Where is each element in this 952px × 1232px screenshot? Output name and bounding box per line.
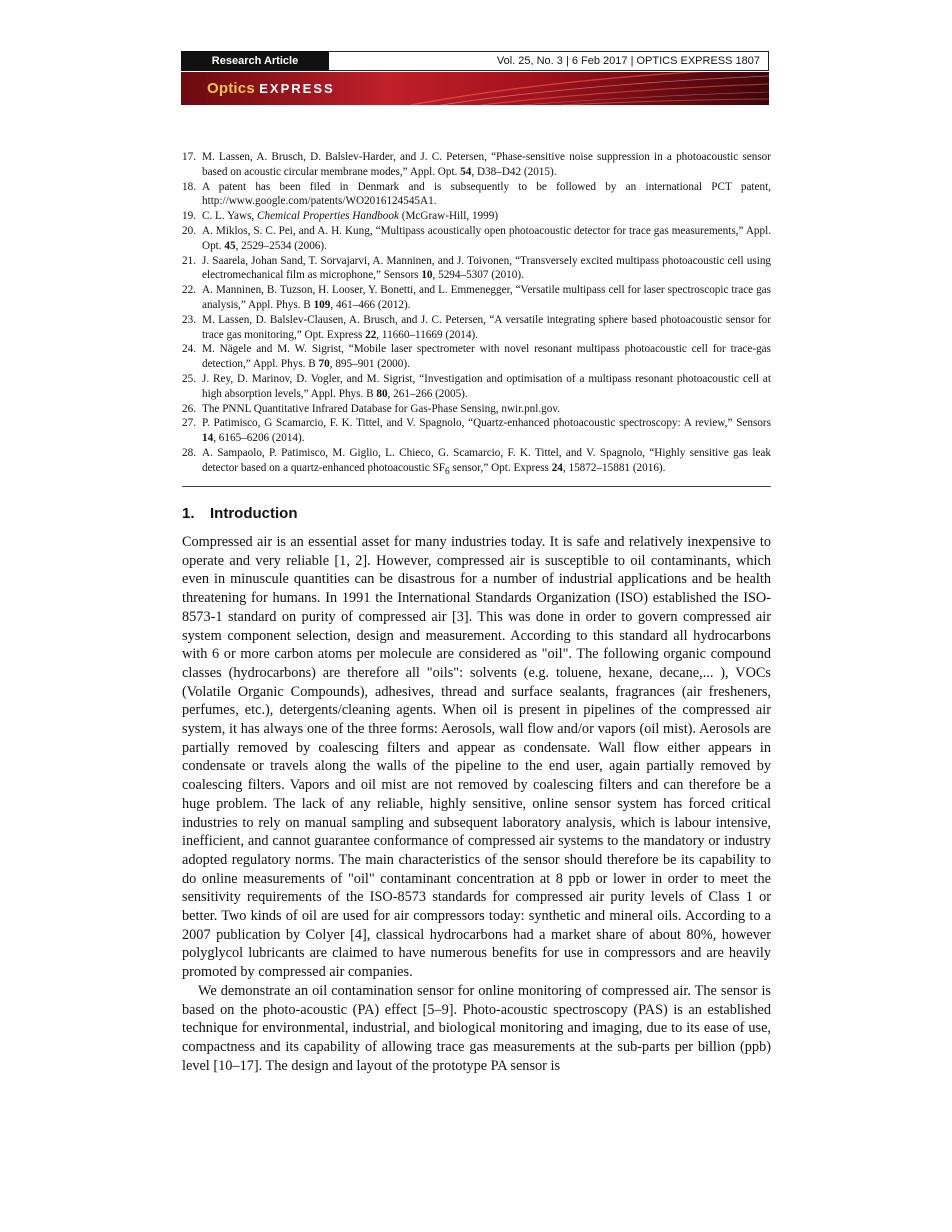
reference-text: The PNNL Quantitative Infrared Database for Gas-Phase Sensing, nwir.pnl.gov. [202,402,561,415]
reference-item [182,254,771,284]
reference-item [182,342,771,372]
reference-text: M. Nägele and M. W. Sigrist, “Mobile laser spectrometer with novel resonant multipass photoacoustic cell for trace-gas detection,” Appl. Phys. B 70, 895–901 (2000). [202,343,771,371]
citation-line: Vol. 25, No. 3 | 6 Feb 2017 | OPTICS EXPRESS 1807 [329,51,769,71]
reference-item [182,209,771,224]
reference-number: 25. [182,372,196,385]
reference-number: 28. [182,446,196,459]
article-type-label: Research Article [181,51,329,71]
reference-number: 19. [182,210,196,223]
logo-express-text: EXPRESS [259,81,335,96]
reference-item [182,224,771,254]
reference-number: 22. [182,284,196,297]
reference-item [182,446,771,480]
reference-text: C. L. Yaws, Chemical Properties Handbook (McGraw-Hill, 1999) [202,210,499,223]
reference-text: A. Miklos, S. C. Pei, and A. H. Kung, “Multipass acoustically open photoacoustic detector for trace gas measurements,” Appl. Opt. 45, 2529–2534 (2006). [202,224,771,252]
journal-banner [181,72,769,105]
reference-list [182,150,771,480]
reference-text: J. Rey, D. Marinov, D. Vogler, and M. Sigrist, “Investigation and optimisation of a multipass resonant photoacoustic cell at high absorption levels,” Appl. Phys. B 80, 261–266 (2005). [202,372,771,400]
journal-logo [207,80,335,97]
reference-text: M. Lassen, D. Balslev-Clausen, A. Brusch, and J. C. Petersen, “A versatile integrating sphere based photoacoustic sensor for trace gas monitoring,” Opt. Express 22, 11660–11669 (2014). [202,313,771,341]
reference-item [182,313,771,343]
section-heading [182,505,297,522]
reference-number: 17. [182,151,196,163]
section-title-text: Introduction [210,505,298,522]
reference-number: 20. [182,224,196,237]
reference-number: 18. [182,180,196,193]
reference-text: A. Sampaolo, P. Patimisco, M. Giglio, L. Chieco, G. Scamarcio, F. K. Tittel, and V. Spagnolo, “Highly sensitive gas leak detector based on a quartz-enhanced photoacoustic $SF_6$ sensor,” Opt. Express 24, 15872–15881 (2016). [202,446,771,477]
reference-item [182,180,771,210]
reference-item [182,283,771,313]
reference-item [182,416,771,446]
reference-text: A. Manninen, B. Tuzson, H. Looser, Y. Bonetti, and L. Emmenegger, “Versatile multipass cell for laser spectroscopic trace gas analysis,” Appl. Phys. B 109, 461–466 (2012). [202,284,771,311]
reference-number: 23. [182,313,196,326]
section-divider [182,486,771,487]
reference-text: A patent has been filed in Denmark and is subsequently to be followed by an international PCT patent, http://www.google.com/patents/WO2016124545A1. [202,180,771,208]
journal-header [181,51,769,71]
logo-optics-text: Optics [207,80,255,97]
introduction-body [182,533,771,1075]
reference-item [182,372,771,402]
body-paragraph: Compressed air is an essential asset for many industries today. It is safe and relatively inexpensive to operate and very reliable [1, 2]. However, compressed air is susceptible to oil contaminants, which even in minuscule quantities can be disastrous for a number of industrial applications and be health threatening for humans. In 1991 the International Standards Organization (ISO) established the ISO-8573-1 standard on purity of compressed air [3]. This was done in order to govern compressed air system component selection, design and measurement. According to this standard all hydrocarbons with 6 or more carbon atoms per molecule are considered as "oil". The following organic compound classes (hydrocarbons) are therefore all "oils": solvents (e.g. toluene, hexane, decane,... ), VOCs (Volatile Organic Compounds), adhesives, thread and surface sealants, fragrances (air fresheners, perfumes, etc.), detergents/cleaning agents. When oil is present in pipelines of the compressed air system, it has always one of the three forms: Aerosols, wall flow and/or vapors (oil mist). Aerosols are partially removed by coalescing filters and appear as condensate. Wall flow either appears in condensate or travels along the walls of the pipeline to the end user, again partially removed by coalescing filters. Vapors and oil mist are not removed by coalescing filters and can therefore be a huge problem. The lack of any reliable, highly sensitive, online sensor system has forced critical industries to rely on manual sampling and subsequent laboratory analysis, which is labour intensive, inefficient, and cannot guarantee conformance of compressed air systems to the mandatory or industry adopted regulatory norms. The main characteristics of the sensor should therefore be its capability to do online measurements of "oil" contaminant concentration at 8 ppb or lower in order to meet the sensitivity requirements of the ISO-8573 standards for compressed air purity levels of Class 1 or better. Two kinds of oil are used for air compressors today: synthetic and mineral oils. According to a 2007 publication by Colyer [4], classical hydrocarbons had a market share of about 80%, however polyglycol lubricants are claimed to have numerous benefits for use in compressors and are heavily promoted by compressed air companies. [182,534,771,981]
reference-number: 27. [182,417,196,430]
reference-text: J. Saarela, Johan Sand, T. Sorvajarvi, A. Manninen, and J. Toivonen, “Transversely excited multipass photoacoustic cell using electromechanical film as microphone,” Sensors 10, 5294–5307 (2010). [202,254,771,282]
reference-number: 26. [182,402,196,415]
body-paragraph: We demonstrate an oil contamination sensor for online monitoring of compressed air. The sensor is based on the photo-acoustic (PA) effect [5–9]. Photo-acoustic spectroscopy (PAS) is an established technique for environmental, industrial, and biological monitoring and imaging, due to its ease of use, compactness and its capability of allowing trace gas measurements at the sub-parts per billion (ppb) level [10–17]. The design and layout of the prototype PA sensor is [182,982,771,1074]
section-number: 1. [182,505,195,522]
reference-number: 21. [182,254,196,267]
reference-item [182,150,771,180]
reference-item [182,402,771,417]
reference-text: P. Patimisco, G Scamarcio, F. K. Tittel, and V. Spagnolo, “Quartz-enhanced photoacoustic spectroscopy: A review,” Sensors 14, 6165–6206 (2014). [202,417,771,445]
reference-number: 24. [182,343,196,356]
reference-text: M. Lassen, A. Brusch, D. Balslev-Harder, and J. C. Petersen, “Phase-sensitive noise suppression in a photoacoustic sensor based on acoustic circular membrane modes,” Appl. Opt. 54, D38–D42 (2015). [202,151,771,178]
